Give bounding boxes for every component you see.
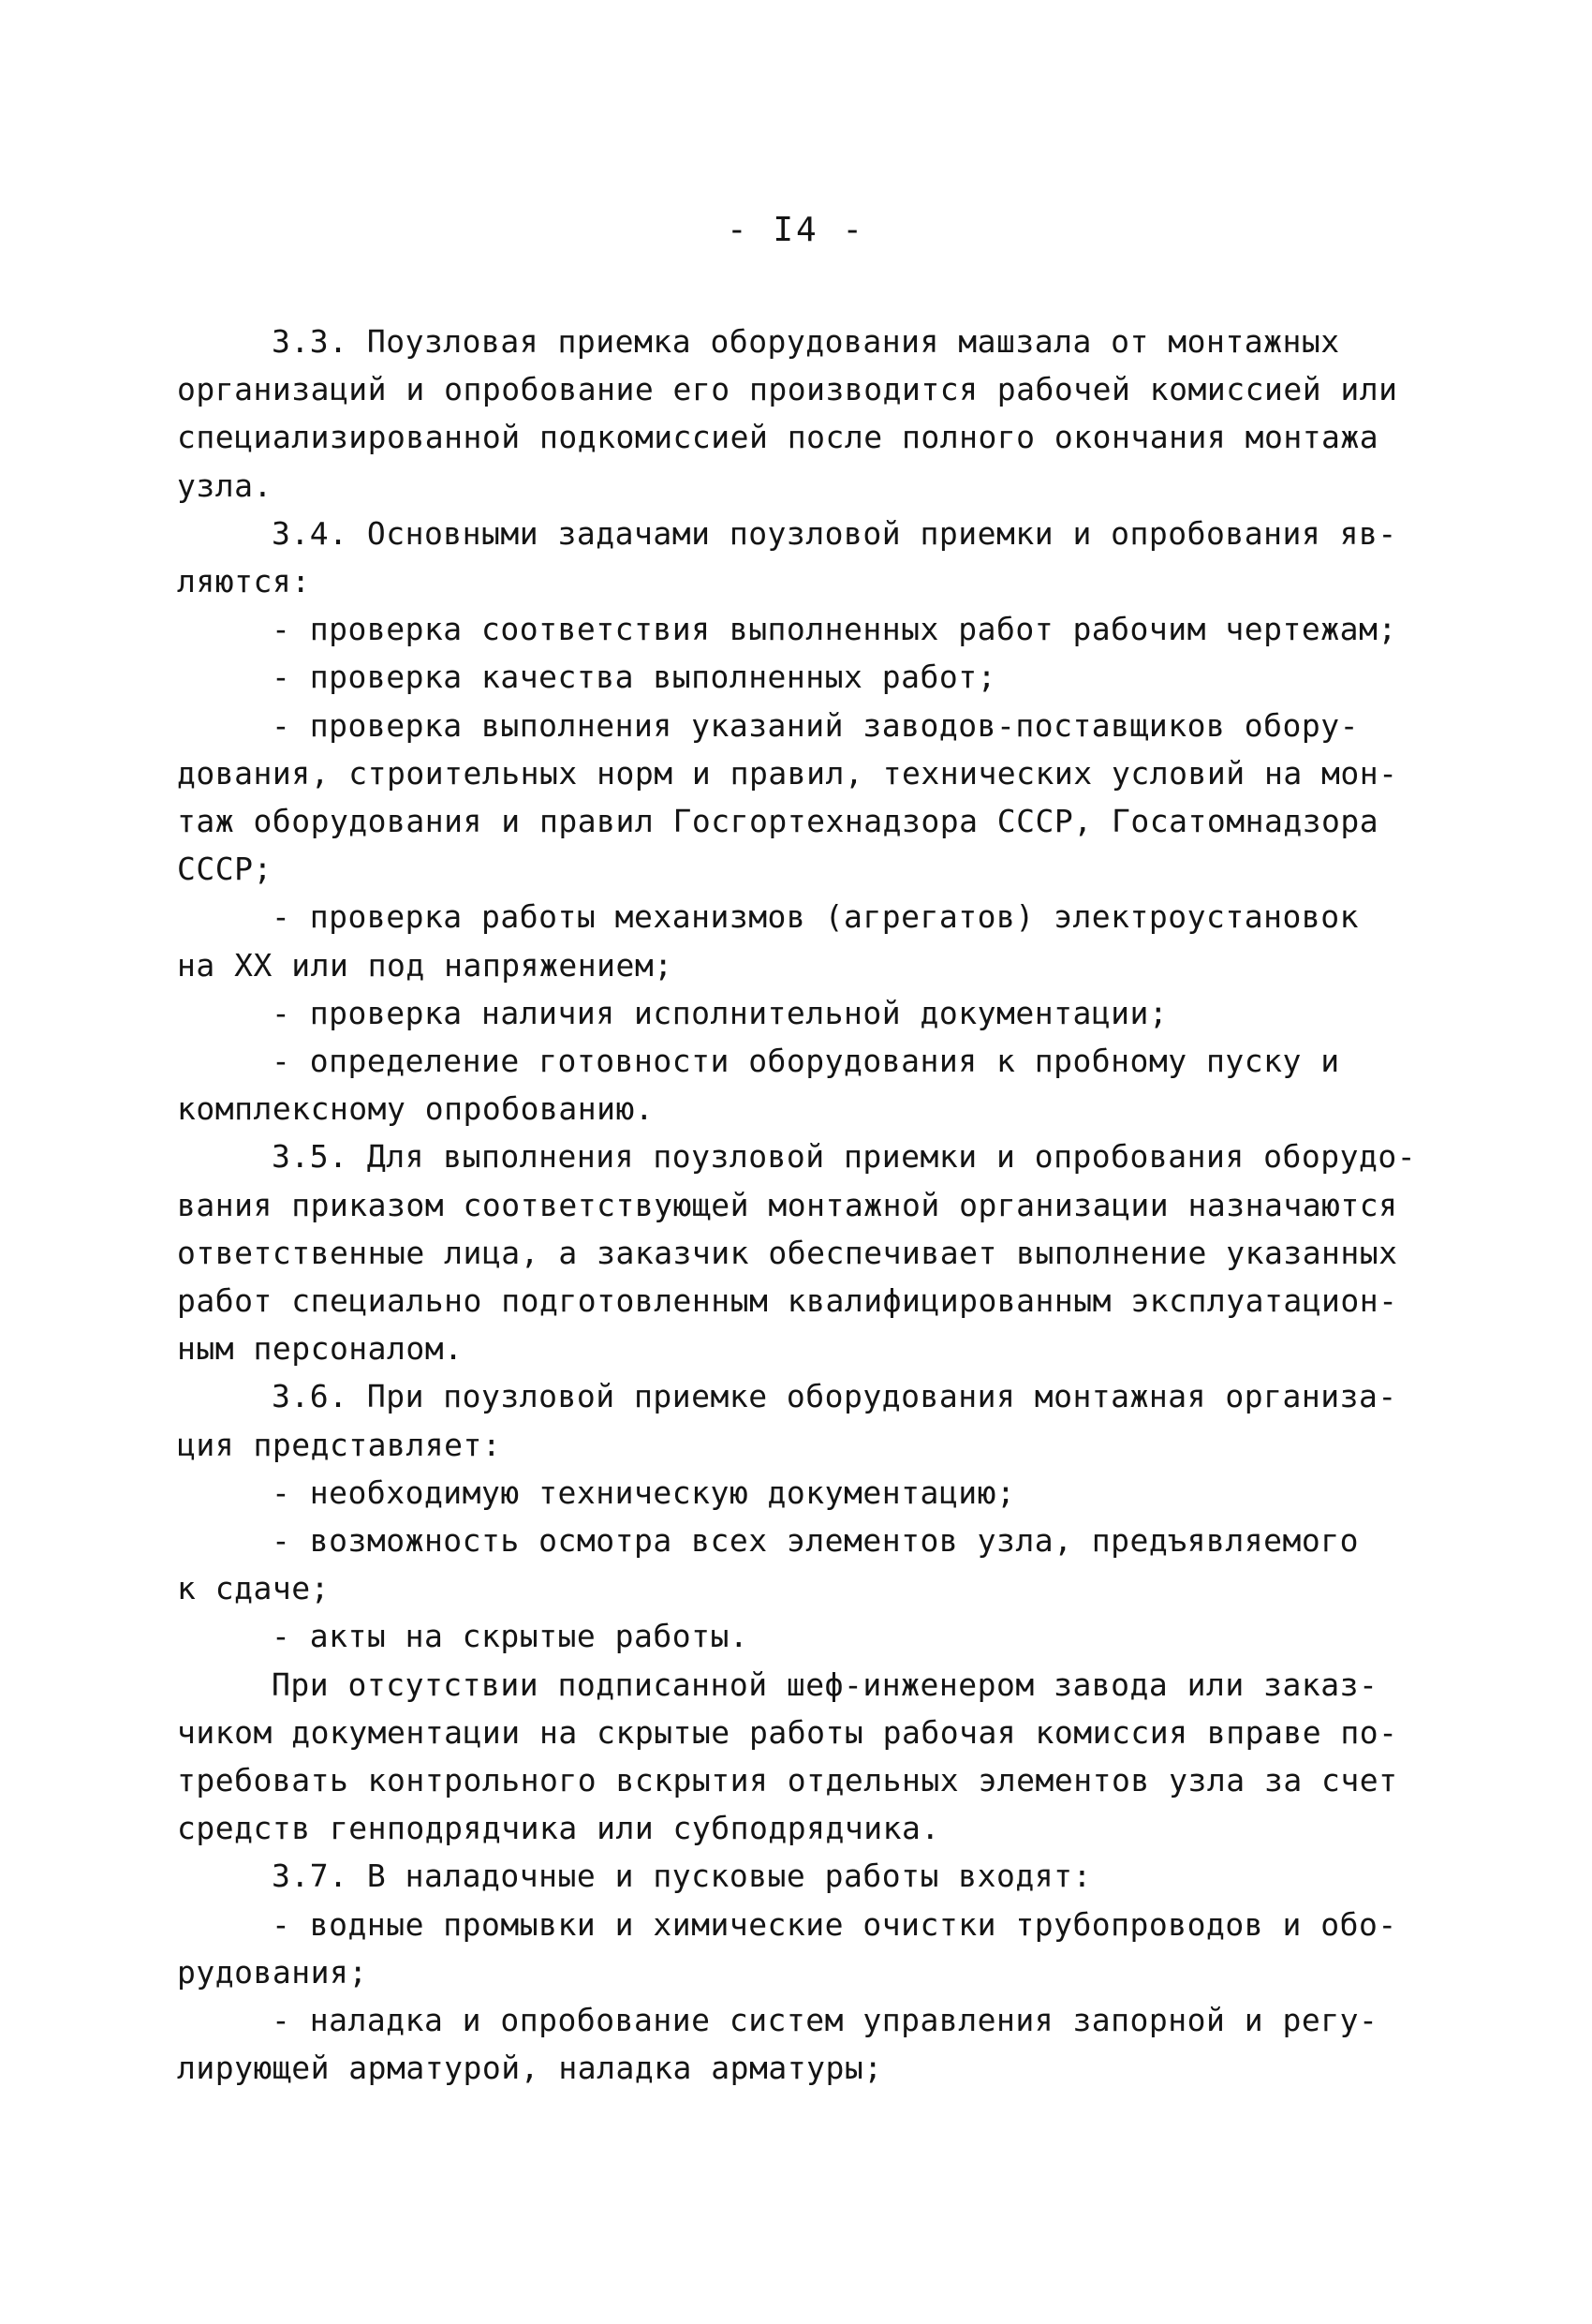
text-line: 3.7. В наладочные и пусковые работы входят: [272, 1858, 1092, 1894]
page-number: - I4 - [726, 211, 866, 249]
text-line: При отсутствии подписанной шеф-инженером завода или заказ- [272, 1666, 1378, 1703]
text-line: - акты на скрытые работы. [272, 1618, 749, 1654]
text-line: - проверка работы механизмов (агрегатов) электроустановок [272, 898, 1359, 935]
text-line: средств генподрядчика или субподрядчика. [177, 1810, 940, 1846]
text-line: - водные промывки и химические очистки трубопроводов и обо- [272, 1906, 1397, 1943]
text-line: на XX или под напряжением; [177, 947, 673, 984]
text-line: комплексному опробованию. [177, 1090, 655, 1127]
text-line: 3.3. Поузловая приемка оборудования машзала от монтажных [272, 323, 1340, 360]
text-line: - проверка наличия исполнительной документации; [272, 995, 1169, 1031]
text-line: специализированной подкомиссией после полного окончания монтажа [177, 419, 1379, 455]
text-line: организаций и опробование его производится рабочей комиссией или [177, 371, 1398, 407]
text-line: вания приказом соответствующей монтажной организации назначаются [177, 1187, 1398, 1223]
text-line: ция представляет: [177, 1427, 502, 1463]
text-line: - возможность осмотра всех элементов узла, предъявляемого [272, 1522, 1359, 1559]
text-line: - наладка и опробование систем управления запорной и регу- [272, 2002, 1378, 2038]
text-line: рудования; [177, 1954, 368, 1991]
text-line: - проверка качества выполненных работ; [272, 659, 996, 695]
text-line: - необходимую техническую документацию; [272, 1474, 1016, 1511]
text-line: ответственные лица, а заказчик обеспечивает выполнение указанных [177, 1235, 1398, 1271]
text-line: лирующей арматурой, наладка арматуры; [177, 2050, 883, 2086]
text-line: ным персоналом. [177, 1330, 464, 1367]
text-line: 3.5. Для выполнения поузловой приемки и опробования оборудо- [272, 1138, 1417, 1175]
text-line: - проверка соответствия выполненных работ рабочим чертежам; [272, 611, 1397, 647]
text-line: ляются: [177, 563, 311, 600]
text-line: узла. [177, 467, 273, 504]
text-line: 3.6. При поузловой приемке оборудования монтажная организа- [272, 1378, 1397, 1414]
text-line: 3.4. Основными задачами поузловой приемки и опробования яв- [272, 515, 1397, 552]
text-line: к сдаче; [177, 1570, 330, 1606]
text-line: дования, строительных норм и правил, технических условий на мон- [177, 755, 1398, 792]
text-line: требовать контрольного вскрытия отдельных элементов узла за счет [177, 1762, 1398, 1799]
text-line: работ специально подготовленным квалифицированным эксплуатацион- [177, 1282, 1398, 1319]
text-line: чиком документации на скрытые работы рабочая комиссия вправе по- [177, 1714, 1398, 1751]
text-line: - проверка выполнения указаний заводов-поставщиков обору- [272, 707, 1359, 744]
text-line: таж оборудования и правил Госгортехнадзора СССР, Госатомнадзора [177, 803, 1379, 839]
text-line: - определение готовности оборудования к пробному пуску и [272, 1043, 1340, 1079]
text-line: СССР; [177, 851, 273, 887]
